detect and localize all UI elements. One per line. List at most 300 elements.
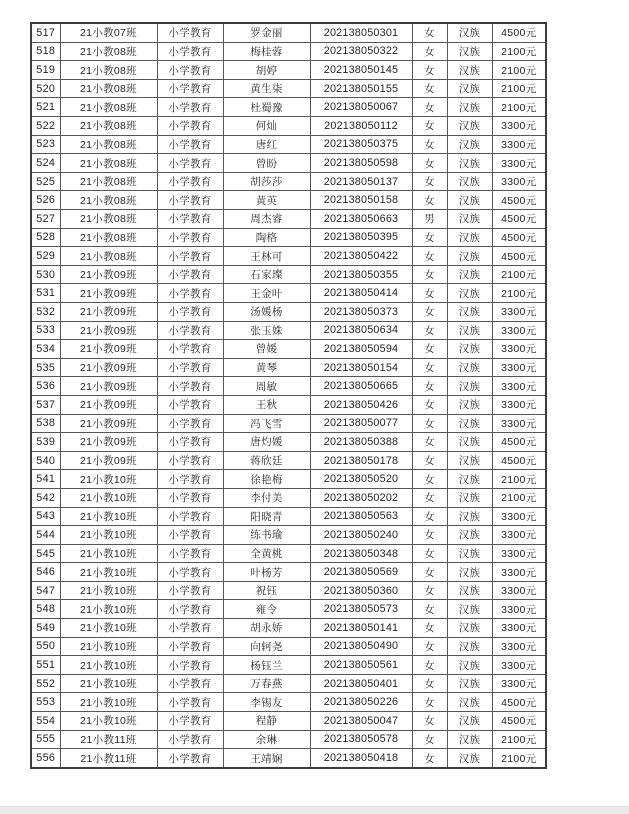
cell-gender: 女 — [412, 117, 447, 136]
cell-name: 向轲尧 — [223, 637, 310, 656]
cell-name: 何灿 — [223, 117, 310, 136]
cell-id: 202138050578 — [310, 730, 412, 749]
cell-id: 202138050598 — [310, 154, 412, 173]
cell-name: 祝钰 — [223, 581, 310, 600]
cell-major: 小学教育 — [157, 117, 223, 136]
cell-major: 小学教育 — [157, 98, 223, 117]
cell-amount: 2100元 — [492, 265, 546, 284]
cell-class: 21小教10班 — [60, 581, 157, 600]
cell-major: 小学教育 — [157, 488, 223, 507]
cell-id: 202138050490 — [310, 637, 412, 656]
cell-ethnic: 汉族 — [447, 340, 492, 359]
cell-major: 小学教育 — [157, 712, 223, 731]
cell-id: 202138050348 — [310, 544, 412, 563]
cell-id: 202138050067 — [310, 98, 412, 117]
cell-no: 546 — [31, 563, 60, 582]
cell-gender: 女 — [412, 526, 447, 545]
cell-name: 杨钰兰 — [223, 656, 310, 675]
cell-class: 21小教10班 — [60, 693, 157, 712]
cell-no: 552 — [31, 674, 60, 693]
cell-major: 小学教育 — [157, 563, 223, 582]
cell-ethnic: 汉族 — [447, 470, 492, 489]
cell-ethnic: 汉族 — [447, 247, 492, 266]
cell-gender: 女 — [412, 563, 447, 582]
cell-amount: 3300元 — [492, 340, 546, 359]
cell-name: 唐灼媛 — [223, 433, 310, 452]
cell-amount: 3300元 — [492, 414, 546, 433]
cell-class: 21小教09班 — [60, 433, 157, 452]
cell-major: 小学教育 — [157, 395, 223, 414]
table-row — [31, 247, 546, 266]
cell-name: 汤媛杨 — [223, 302, 310, 321]
cell-ethnic: 汉族 — [447, 656, 492, 675]
cell-no: 536 — [31, 377, 60, 396]
cell-gender: 女 — [412, 433, 447, 452]
cell-class: 21小教10班 — [60, 600, 157, 619]
cell-class: 21小教08班 — [60, 172, 157, 191]
cell-ethnic: 汉族 — [447, 712, 492, 731]
table-row — [31, 302, 546, 321]
cell-amount: 4500元 — [492, 693, 546, 712]
cell-class: 21小教08班 — [60, 247, 157, 266]
cell-amount: 2100元 — [492, 749, 546, 768]
cell-name: 李付美 — [223, 488, 310, 507]
cell-major: 小学教育 — [157, 302, 223, 321]
cell-no: 523 — [31, 135, 60, 154]
cell-amount: 3300元 — [492, 172, 546, 191]
cell-major: 小学教育 — [157, 377, 223, 396]
cell-ethnic: 汉族 — [447, 581, 492, 600]
cell-id: 202138050154 — [310, 358, 412, 377]
cell-gender: 女 — [412, 321, 447, 340]
cell-amount: 2100元 — [492, 284, 546, 303]
cell-amount: 3300元 — [492, 656, 546, 675]
cell-name: 全黄桃 — [223, 544, 310, 563]
cell-major: 小学教育 — [157, 23, 223, 42]
cell-class: 21小教10班 — [60, 563, 157, 582]
cell-ethnic: 汉族 — [447, 265, 492, 284]
cell-class: 21小教11班 — [60, 730, 157, 749]
cell-id: 202138050395 — [310, 228, 412, 247]
cell-major: 小学教育 — [157, 228, 223, 247]
cell-ethnic: 汉族 — [447, 674, 492, 693]
table-row — [31, 712, 546, 731]
cell-major: 小学教育 — [157, 79, 223, 98]
cell-amount: 4500元 — [492, 451, 546, 470]
cell-class: 21小教09班 — [60, 302, 157, 321]
cell-amount: 3300元 — [492, 302, 546, 321]
cell-gender: 女 — [412, 377, 447, 396]
cell-id: 202138050594 — [310, 340, 412, 359]
cell-major: 小学教育 — [157, 544, 223, 563]
cell-class: 21小教08班 — [60, 135, 157, 154]
cell-id: 202138050663 — [310, 210, 412, 229]
cell-amount: 3300元 — [492, 544, 546, 563]
cell-ethnic: 汉族 — [447, 42, 492, 61]
table-row — [31, 23, 546, 42]
cell-no: 535 — [31, 358, 60, 377]
cell-amount: 4500元 — [492, 23, 546, 42]
cell-id: 202138050401 — [310, 674, 412, 693]
table-row — [31, 265, 546, 284]
cell-ethnic: 汉族 — [447, 507, 492, 526]
cell-ethnic: 汉族 — [447, 619, 492, 638]
cell-ethnic: 汉族 — [447, 414, 492, 433]
cell-name: 胡莎莎 — [223, 172, 310, 191]
table-row — [31, 451, 546, 470]
cell-name: 陶格 — [223, 228, 310, 247]
cell-major: 小学教育 — [157, 265, 223, 284]
table-row — [31, 749, 546, 768]
cell-id: 202138050178 — [310, 451, 412, 470]
cell-major: 小学教育 — [157, 191, 223, 210]
cell-no: 539 — [31, 433, 60, 452]
cell-no: 531 — [31, 284, 60, 303]
cell-gender: 女 — [412, 619, 447, 638]
cell-major: 小学教育 — [157, 284, 223, 303]
cell-no: 533 — [31, 321, 60, 340]
cell-ethnic: 汉族 — [447, 488, 492, 507]
cell-ethnic: 汉族 — [447, 693, 492, 712]
cell-id: 202138050373 — [310, 302, 412, 321]
cell-amount: 2100元 — [492, 98, 546, 117]
cell-no: 518 — [31, 42, 60, 61]
cell-ethnic: 汉族 — [447, 284, 492, 303]
cell-gender: 女 — [412, 600, 447, 619]
cell-major: 小学教育 — [157, 321, 223, 340]
cell-amount: 3300元 — [492, 619, 546, 638]
table-row — [31, 284, 546, 303]
cell-major: 小学教育 — [157, 414, 223, 433]
cell-ethnic: 汉族 — [447, 377, 492, 396]
cell-amount: 4500元 — [492, 191, 546, 210]
student-roster-table — [30, 22, 547, 769]
cell-name: 冯飞雪 — [223, 414, 310, 433]
cell-class: 21小教10班 — [60, 488, 157, 507]
cell-class: 21小教10班 — [60, 507, 157, 526]
cell-no: 551 — [31, 656, 60, 675]
table-row — [31, 693, 546, 712]
cell-major: 小学教育 — [157, 470, 223, 489]
cell-no: 542 — [31, 488, 60, 507]
cell-name: 王林可 — [223, 247, 310, 266]
cell-no: 532 — [31, 302, 60, 321]
cell-no: 520 — [31, 79, 60, 98]
cell-name: 胡永娇 — [223, 619, 310, 638]
cell-class: 21小教08班 — [60, 79, 157, 98]
cell-class: 21小教08班 — [60, 98, 157, 117]
cell-id: 202138050360 — [310, 581, 412, 600]
cell-name: 李锡友 — [223, 693, 310, 712]
cell-ethnic: 汉族 — [447, 749, 492, 768]
cell-no: 554 — [31, 712, 60, 731]
cell-no: 545 — [31, 544, 60, 563]
cell-id: 202138050301 — [310, 23, 412, 42]
cell-gender: 女 — [412, 23, 447, 42]
cell-no: 517 — [31, 23, 60, 42]
table-row — [31, 79, 546, 98]
cell-id: 202138050563 — [310, 507, 412, 526]
cell-gender: 女 — [412, 247, 447, 266]
cell-no: 540 — [31, 451, 60, 470]
cell-ethnic: 汉族 — [447, 79, 492, 98]
cell-ethnic: 汉族 — [447, 358, 492, 377]
cell-class: 21小教10班 — [60, 712, 157, 731]
cell-amount: 3300元 — [492, 321, 546, 340]
cell-major: 小学教育 — [157, 247, 223, 266]
cell-class: 21小教09班 — [60, 451, 157, 470]
cell-name: 王秋 — [223, 395, 310, 414]
cell-gender: 女 — [412, 637, 447, 656]
cell-amount: 4500元 — [492, 247, 546, 266]
cell-gender: 女 — [412, 693, 447, 712]
cell-major: 小学教育 — [157, 172, 223, 191]
table-row — [31, 600, 546, 619]
cell-ethnic: 汉族 — [447, 172, 492, 191]
cell-ethnic: 汉族 — [447, 98, 492, 117]
cell-major: 小学教育 — [157, 619, 223, 638]
cell-major: 小学教育 — [157, 340, 223, 359]
table-row — [31, 563, 546, 582]
cell-gender: 男 — [412, 210, 447, 229]
cell-name: 程静 — [223, 712, 310, 731]
cell-id: 202138050418 — [310, 749, 412, 768]
cell-name: 蒋欣廷 — [223, 451, 310, 470]
cell-no: 538 — [31, 414, 60, 433]
cell-gender: 女 — [412, 172, 447, 191]
cell-amount: 2100元 — [492, 730, 546, 749]
cell-gender: 女 — [412, 42, 447, 61]
table-row — [31, 637, 546, 656]
table-row — [31, 619, 546, 638]
cell-name: 王靖娴 — [223, 749, 310, 768]
cell-name: 周杰睿 — [223, 210, 310, 229]
page-bottom-edge — [0, 806, 629, 814]
cell-major: 小学教育 — [157, 210, 223, 229]
cell-gender: 女 — [412, 488, 447, 507]
cell-gender: 女 — [412, 61, 447, 80]
table-body — [31, 23, 546, 768]
cell-class: 21小教09班 — [60, 284, 157, 303]
cell-name: 阳晓青 — [223, 507, 310, 526]
cell-gender: 女 — [412, 656, 447, 675]
cell-id: 202138050226 — [310, 693, 412, 712]
cell-amount: 3300元 — [492, 600, 546, 619]
cell-no: 534 — [31, 340, 60, 359]
cell-class: 21小教09班 — [60, 395, 157, 414]
cell-gender: 女 — [412, 712, 447, 731]
cell-name: 胡婷 — [223, 61, 310, 80]
cell-gender: 女 — [412, 730, 447, 749]
cell-major: 小学教育 — [157, 600, 223, 619]
cell-major: 小学教育 — [157, 693, 223, 712]
cell-amount: 3300元 — [492, 377, 546, 396]
cell-amount: 2100元 — [492, 79, 546, 98]
cell-class: 21小教08班 — [60, 210, 157, 229]
cell-id: 202138050047 — [310, 712, 412, 731]
cell-ethnic: 汉族 — [447, 544, 492, 563]
table-row — [31, 544, 546, 563]
cell-no: 550 — [31, 637, 60, 656]
cell-major: 小学教育 — [157, 154, 223, 173]
table-row — [31, 730, 546, 749]
cell-name: 杜蜀豫 — [223, 98, 310, 117]
cell-no: 537 — [31, 395, 60, 414]
cell-name: 雍令 — [223, 600, 310, 619]
cell-major: 小学教育 — [157, 135, 223, 154]
table-row — [31, 98, 546, 117]
cell-no: 549 — [31, 619, 60, 638]
cell-amount: 3300元 — [492, 135, 546, 154]
cell-id: 202138050388 — [310, 433, 412, 452]
cell-class: 21小教11班 — [60, 749, 157, 768]
table-row — [31, 674, 546, 693]
cell-amount: 3300元 — [492, 358, 546, 377]
table-row — [31, 321, 546, 340]
cell-ethnic: 汉族 — [447, 637, 492, 656]
cell-amount: 3300元 — [492, 637, 546, 656]
cell-class: 21小教09班 — [60, 321, 157, 340]
cell-name: 张玉姝 — [223, 321, 310, 340]
cell-name: 王金叶 — [223, 284, 310, 303]
cell-amount: 4500元 — [492, 228, 546, 247]
cell-no: 524 — [31, 154, 60, 173]
cell-id: 202138050561 — [310, 656, 412, 675]
cell-class: 21小教07班 — [60, 23, 157, 42]
table-row — [31, 191, 546, 210]
cell-class: 21小教08班 — [60, 228, 157, 247]
table-row — [31, 135, 546, 154]
cell-id: 202138050112 — [310, 117, 412, 136]
cell-no: 529 — [31, 247, 60, 266]
cell-no: 553 — [31, 693, 60, 712]
cell-ethnic: 汉族 — [447, 730, 492, 749]
cell-class: 21小教08班 — [60, 61, 157, 80]
cell-major: 小学教育 — [157, 42, 223, 61]
cell-amount: 2100元 — [492, 488, 546, 507]
cell-name: 余琳 — [223, 730, 310, 749]
table-row — [31, 358, 546, 377]
cell-no: 521 — [31, 98, 60, 117]
cell-class: 21小教09班 — [60, 358, 157, 377]
table-row — [31, 210, 546, 229]
cell-gender: 女 — [412, 135, 447, 154]
cell-no: 548 — [31, 600, 60, 619]
cell-amount: 3300元 — [492, 395, 546, 414]
cell-no: 519 — [31, 61, 60, 80]
cell-amount: 3300元 — [492, 674, 546, 693]
cell-no: 541 — [31, 470, 60, 489]
cell-amount: 3300元 — [492, 154, 546, 173]
cell-no: 547 — [31, 581, 60, 600]
cell-name: 曾盼 — [223, 154, 310, 173]
cell-class: 21小教08班 — [60, 117, 157, 136]
cell-name: 黄生柒 — [223, 79, 310, 98]
cell-gender: 女 — [412, 674, 447, 693]
cell-id: 202138050665 — [310, 377, 412, 396]
cell-name: 曾媛 — [223, 340, 310, 359]
cell-ethnic: 汉族 — [447, 600, 492, 619]
cell-gender: 女 — [412, 358, 447, 377]
cell-class: 21小教09班 — [60, 414, 157, 433]
cell-class: 21小教10班 — [60, 674, 157, 693]
cell-id: 202138050355 — [310, 265, 412, 284]
cell-gender: 女 — [412, 79, 447, 98]
cell-class: 21小教08班 — [60, 154, 157, 173]
cell-gender: 女 — [412, 470, 447, 489]
table-row — [31, 154, 546, 173]
cell-class: 21小教09班 — [60, 265, 157, 284]
cell-id: 202138050634 — [310, 321, 412, 340]
cell-class: 21小教10班 — [60, 526, 157, 545]
table-row — [31, 117, 546, 136]
cell-ethnic: 汉族 — [447, 23, 492, 42]
cell-major: 小学教育 — [157, 581, 223, 600]
cell-no: 530 — [31, 265, 60, 284]
cell-name: 石家璨 — [223, 265, 310, 284]
cell-major: 小学教育 — [157, 730, 223, 749]
cell-ethnic: 汉族 — [447, 433, 492, 452]
cell-class: 21小教09班 — [60, 377, 157, 396]
cell-name: 徐艳梅 — [223, 470, 310, 489]
table-row — [31, 433, 546, 452]
cell-gender: 女 — [412, 191, 447, 210]
cell-name: 练书瑜 — [223, 526, 310, 545]
cell-gender: 女 — [412, 302, 447, 321]
cell-ethnic: 汉族 — [447, 563, 492, 582]
cell-id: 202138050322 — [310, 42, 412, 61]
cell-ethnic: 汉族 — [447, 395, 492, 414]
table-row — [31, 507, 546, 526]
cell-amount: 3300元 — [492, 117, 546, 136]
cell-ethnic: 汉族 — [447, 321, 492, 340]
cell-no: 555 — [31, 730, 60, 749]
table-row — [31, 61, 546, 80]
cell-major: 小学教育 — [157, 674, 223, 693]
cell-gender: 女 — [412, 98, 447, 117]
cell-no: 528 — [31, 228, 60, 247]
cell-ethnic: 汉族 — [447, 228, 492, 247]
table-row — [31, 395, 546, 414]
table-row — [31, 581, 546, 600]
cell-ethnic: 汉族 — [447, 117, 492, 136]
cell-ethnic: 汉族 — [447, 210, 492, 229]
cell-ethnic: 汉族 — [447, 302, 492, 321]
cell-name: 梅桂蓉 — [223, 42, 310, 61]
table-row — [31, 488, 546, 507]
cell-major: 小学教育 — [157, 358, 223, 377]
cell-gender: 女 — [412, 154, 447, 173]
cell-class: 21小教08班 — [60, 42, 157, 61]
cell-gender: 女 — [412, 228, 447, 247]
cell-no: 526 — [31, 191, 60, 210]
cell-class: 21小教10班 — [60, 656, 157, 675]
cell-id: 202138050414 — [310, 284, 412, 303]
cell-gender: 女 — [412, 544, 447, 563]
cell-amount: 4500元 — [492, 210, 546, 229]
cell-gender: 女 — [412, 581, 447, 600]
cell-amount: 4500元 — [492, 712, 546, 731]
cell-class: 21小教10班 — [60, 470, 157, 489]
cell-ethnic: 汉族 — [447, 191, 492, 210]
cell-gender: 女 — [412, 395, 447, 414]
cell-amount: 4500元 — [492, 433, 546, 452]
cell-name: 万春燕 — [223, 674, 310, 693]
cell-name: 周敏 — [223, 377, 310, 396]
cell-class: 21小教10班 — [60, 619, 157, 638]
cell-class: 21小教08班 — [60, 191, 157, 210]
cell-class: 21小教10班 — [60, 637, 157, 656]
